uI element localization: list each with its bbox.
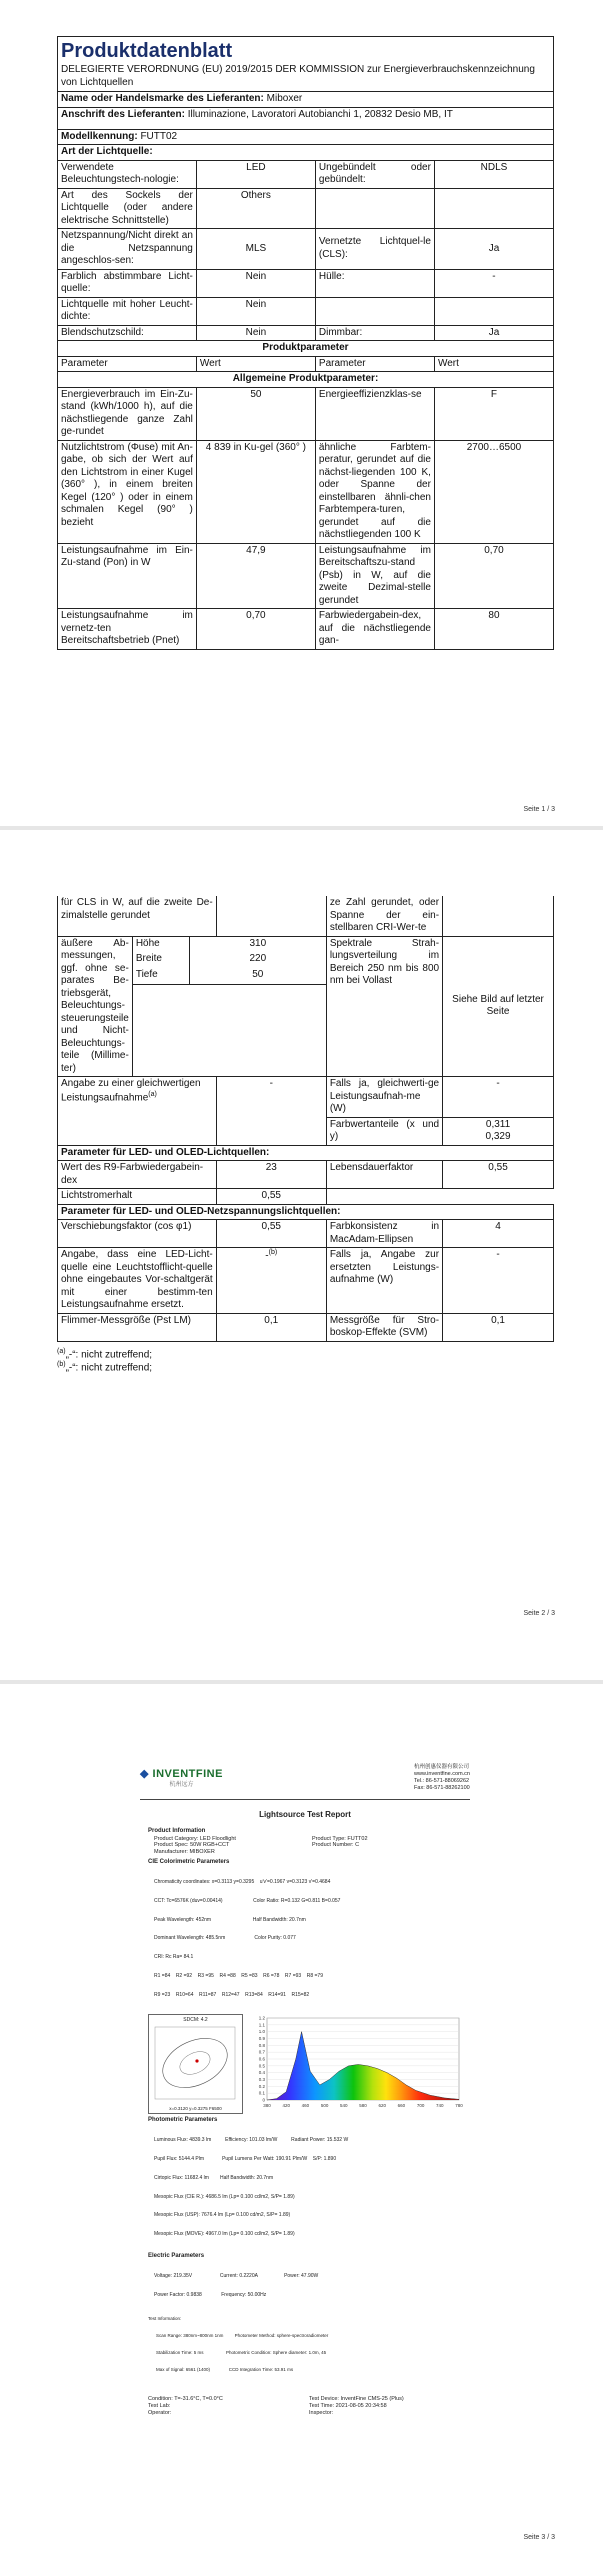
test-info-line: Max of Signal: 6561 (1400) CCD Integration Time: 53.91 ms	[156, 2367, 294, 2372]
displacement-value: 0,55	[216, 1220, 326, 1248]
cls-cont-empty	[216, 896, 326, 936]
photometric-lines	[148, 2125, 470, 2250]
spectrum-y-tick-label: 0.8	[258, 2043, 265, 2049]
sdcm-ellipse-outer	[155, 2029, 235, 2098]
row-cap-empty-value	[434, 188, 553, 229]
test-condition: Condition: T=-31.6°C, T=0.0°C	[148, 2395, 223, 2402]
spectrum-y-tick-label: 0.7	[258, 2050, 265, 2056]
row-envelope-value: -	[434, 269, 553, 297]
report-title: Lightsource Test Report	[259, 1810, 351, 1819]
spectrum-y-tick-label: 0.9	[258, 2036, 265, 2042]
sdcm-label: SDCM: 4.2	[183, 2017, 208, 2024]
cri-cont-label: ze Zahl gerundet, oder Spanne der ein-stellbaren CRI-Wer-te	[326, 896, 442, 936]
sdcm-point	[195, 2060, 198, 2063]
photo-line: Luminous Flux: 4839.3 lm Efficiency: 101.03 lm/W Radiant Power: 15.532 W	[154, 2137, 349, 2144]
led-oled-heading: Parameter für LED- und OLED-Lichtquellen:	[58, 1145, 554, 1161]
row-luminance-empty-value	[434, 297, 553, 325]
row-antiglare-label: Blendschutzschild:	[58, 325, 197, 341]
spectrum-x-tick-label: 620	[378, 2103, 386, 2109]
electric-lines	[148, 2260, 470, 2310]
spectrum-y-tick-label: 0.1	[258, 2091, 265, 2097]
photo-line: Mesopic Flux (USP): 7676.4 lm (Lp= 0.100 cd/m2, S/P= 1.89)	[154, 2212, 291, 2219]
flicker-value: 0,1	[216, 1313, 326, 1341]
replacement-power-value: -	[443, 1248, 554, 1314]
test-lab: Test Lab:	[148, 2402, 171, 2409]
photo-line: Mesopic Flux (MOVE): 4967.0 lm (Lp= 0.100 cd/m2, S/P= 1.89)	[154, 2231, 295, 2238]
pi-manufacturer: Manufacturer: MIBOXER	[154, 1849, 215, 1856]
page-number: Seite 1 / 3	[523, 806, 555, 813]
stroboscopic-value: 0,1	[443, 1313, 554, 1341]
led-mains-heading: Parameter für LED- und OLED-Netzspannungslichtquellen:	[58, 1204, 554, 1220]
energy-class-label: Energieeffizienzklas-se	[315, 387, 434, 440]
supplier-name: Miboxer	[266, 93, 303, 104]
spectrum-y-tick-label: 0.4	[258, 2070, 265, 2076]
photo-line: Pupil Flux: 5144.4 Plm Pupil Lumens Per Watt: 190.91 Plm/W S/P: 1.890	[154, 2156, 337, 2163]
survival-label: Lebensdauerfaktor	[326, 1161, 442, 1189]
col-value-1: Wert	[196, 356, 315, 372]
cie-line: CRI: Rc Ra= 84.1	[154, 1954, 194, 1961]
test-info-lines	[148, 2322, 470, 2384]
report-header	[140, 1764, 470, 1800]
test-device: Test Device: InventFine CMS-25 (Plus)	[309, 2395, 404, 2402]
useful-flux-value: 4 839 in Ku-gel (360° )	[196, 440, 315, 543]
footnotes	[57, 1348, 554, 1376]
equiv-power-text: Angabe zu einer gleichwertigen Leistungsaufnahme	[61, 1078, 201, 1103]
report-footer	[148, 2396, 470, 2417]
spectrum-x-tick-label: 660	[397, 2103, 406, 2109]
chromaticity-values	[443, 1117, 554, 1145]
page-3	[0, 1684, 603, 2560]
row-cls-label: Vernetzte Lichtquel-le (CLS):	[315, 229, 434, 270]
replacement-value	[216, 1248, 326, 1314]
dimensions-blank	[132, 985, 326, 1077]
spectrum-y-tick-label: 1.1	[258, 2022, 265, 2028]
energy-consumption-value: 50	[196, 387, 315, 440]
spectrum-x-tick-label: 540	[340, 2103, 348, 2109]
row-luminance-label: Lichtquelle mit hoher Leucht-dichte:	[58, 297, 197, 325]
standby-power-label: Leistungsaufnahme im Bereitschaftszu-stand (Psb) in W, auf die zweite Dezimal-stelle gerundet	[315, 543, 434, 609]
spectral-value: Siehe Bild auf letzter Seite	[443, 936, 554, 1077]
company-tel: Tel.: 86-571-88069262	[414, 1778, 470, 1785]
row-directional-value: NDLS	[434, 160, 553, 188]
photo-line: Cirtopic Flux: 11682.4 lm Half Bandwidth: 20.7nm	[154, 2174, 274, 2181]
spectrum-y-tick-label: 0.5	[258, 2063, 265, 2069]
logo-word: INVENTFINE	[152, 1768, 223, 1780]
cie-line: R1 =84 R2 =92 R3 =95 R4 =88 R5 =83 R6 =78 R7 =93 R8 =79	[154, 1972, 323, 1979]
charts-row	[148, 2014, 470, 2114]
spectrum-y-tick-label: 1.0	[258, 2029, 265, 2035]
replacement-value-text: -	[265, 1250, 269, 1262]
page-number: Seite 3 / 3	[523, 2534, 555, 2541]
cie-lines	[148, 1867, 470, 2011]
equiv-power-w-label: Falls ja, gleichwerti-ge Leistungsaufnah-me (W)	[326, 1077, 442, 1118]
row-cls-value: Ja	[434, 229, 553, 270]
footnote-a-text: „-“: nicht zutreffend;	[65, 1348, 153, 1360]
supplier-address: Illuminazione, Lavoratori Autobianchi 1, 20832 Desio MB, IT	[187, 108, 453, 120]
col-value-2: Wert	[434, 356, 553, 372]
operator: Operator:	[148, 2409, 172, 2416]
equiv-power-value: -	[216, 1077, 326, 1146]
row-luminance-empty-label	[315, 297, 434, 325]
cie-line: Peak Wavelength: 452nm Half Bandwidth: 20.7nm	[154, 1916, 306, 1923]
survival-value: 0,55	[443, 1161, 554, 1189]
chromaticity-label: Farbwertanteile (x und y)	[326, 1117, 442, 1145]
stroboscopic-label: Messgröße für Stro-boskop-Effekte (SVM)	[326, 1313, 442, 1341]
row-technology-label: Verwendete Beleuchtungstech-nologie:	[58, 160, 197, 188]
col-param-1: Parameter	[58, 356, 197, 372]
test-info-line: Scan Range: 380nm~800nm 1nm Photometer Method: sphere-spectroradiometer	[156, 2333, 329, 2339]
row-tunable-value: Nein	[196, 269, 315, 297]
chromaticity-x: 0,311	[485, 1118, 511, 1130]
equiv-power-w-value: -	[443, 1077, 554, 1118]
spectrum-chart	[249, 2014, 464, 2114]
spectrum-y-tick-label: 1.2	[258, 2015, 265, 2021]
row-technology-value: LED	[196, 160, 315, 188]
equiv-power-label: Angabe zu einer gleichwertigen Leistungsaufnahme$^{(a)}$	[58, 1077, 217, 1146]
spectrum-svg	[249, 2014, 464, 2114]
test-report	[140, 1764, 470, 2417]
standby-power-value: 0,70	[434, 543, 553, 609]
product-params-heading: Produktparameter	[58, 341, 554, 357]
spectrum-x-tick-label: 420	[282, 2103, 290, 2109]
elec-line: Voltage: 219.35V Current: 0.2220A Power: 47.90W	[154, 2272, 319, 2279]
product-info-heading: Product Information	[148, 1828, 206, 1834]
row-cap-value: Others	[196, 188, 315, 229]
lumen-maintenance-value: 0,55	[216, 1189, 326, 1205]
inspector: Inspector:	[309, 2409, 334, 2416]
document-title: Produktdatenblatt	[61, 40, 233, 62]
col-param-2: Parameter	[315, 356, 434, 372]
dim-height-value: 310	[189, 936, 326, 952]
row-cap-label: Art des Sockels der Lichtquelle (oder andere elektrische Schnittstelle)	[58, 188, 197, 229]
spectrum-y-tick-label: 0.6	[258, 2056, 265, 2062]
model-id: FUTT02	[140, 130, 178, 142]
pi-type: Product Type: FUTT02	[312, 1835, 368, 1842]
cie-heading: CIE Colorimetric Parameters	[148, 1859, 230, 1866]
on-power-label: Leistungsaufnahme im Ein-Zu-stand (Pon) in W	[58, 543, 197, 609]
cie-line: Chromaticity coordinates: x=0.3113 y=0.3295 u'v'=0.1967 v=0.3123 v'=0.4684	[154, 1879, 331, 1886]
row-dimmable-value: Ja	[434, 325, 553, 341]
cri-cont-empty	[443, 896, 554, 936]
company-fax: Fax: 86-571-88262100	[414, 1785, 470, 1792]
test-info-heading: Test Information:	[148, 2316, 182, 2322]
useful-flux-label: Nutzlichtstrom (Φuse) mit An-gabe, ob sich der Wert auf den Lichtstrom in einer Kugel (360° ), in einem breiten Kegel (120° ) oder in einem schmalen Kegel (90° ) bezieht	[58, 440, 197, 543]
network-standby-label: Leistungsaufnahme im vernetz-ten Bereitschaftsbetrieb (Pnet)	[58, 609, 197, 650]
displacement-label: Verschiebungsfaktor (cos φ1)	[58, 1220, 217, 1248]
sdcm-ellipse-inner	[176, 2048, 213, 2080]
lumen-maintenance-blank	[326, 1189, 553, 1205]
row-luminance-value: Nein	[196, 297, 315, 325]
spectrum-x-tick-label: 500	[320, 2103, 329, 2109]
spectrum-x-tick-label: 700	[416, 2103, 425, 2109]
network-standby-value: 0,70	[196, 609, 315, 650]
cie-line: R9 =23 R10=64 R11=87 R12=47 R13=84 R14=91 R15=82	[154, 1991, 310, 1998]
replacement-footnote-mark: (b)	[268, 1249, 278, 1256]
cri-value: 80	[434, 609, 553, 650]
spectrum-y-tick-label: 0.2	[258, 2084, 265, 2090]
elec-line: Power Factor: 0.9838 Frequency: 50.00Hz	[154, 2291, 267, 2298]
pi-spec: Product Spec: 50W RGB+CCT	[154, 1842, 230, 1849]
logo-sub: 杭州远方	[169, 1781, 194, 1788]
sdcm-ellipse-plot	[149, 2023, 242, 2113]
spectrum-y-tick-label: 0.3	[258, 2077, 265, 2083]
spectrum-x-tick-label: 460	[301, 2103, 310, 2109]
footnote-b: $^{(b)}$„-“: nicht zutreffend;	[57, 1361, 153, 1374]
test-info-line: Stabilization Time: 5 ms Photometric Condition: Sphere diameter: 1.0m, 45	[156, 2350, 327, 2356]
cct-label: ähnliche Farbtem-peratur, gerundet auf die nächst-liegenden 100 K, oder Spanne der einstellbaren ähnli-chen Farbtempera-turen, gerundet auf die nächstliegenden 100 K	[315, 440, 434, 543]
cct-value: 2700…6500	[434, 440, 553, 543]
pi-number: Product Number: C	[312, 1842, 360, 1849]
logo-text	[140, 1768, 223, 1782]
test-time: Test Time: 2021-08-05 20:34:58	[309, 2402, 387, 2409]
pi-empty	[312, 1849, 470, 1856]
row-mains-value: MLS	[196, 229, 315, 270]
spectrum-x-tick-label: 780	[455, 2103, 463, 2109]
electric-heading: Electric Parameters	[148, 2252, 205, 2259]
footnote-b-text: „-“: nicht zutreffend;	[65, 1362, 153, 1374]
replacement-label: Angabe, dass eine LED-Licht-quelle eine Leuchtstofflicht-quelle ohne eingebautes Vor-schaltgerät mit einer bestimm-ten Leistungsaufnahme ersetzt.	[58, 1248, 217, 1314]
supplier-address-label: Anschrift des Lieferanten:	[61, 108, 185, 120]
photometric-heading: Photometric Parameters	[148, 2117, 218, 2124]
spectrum-y-tick-label: 0	[262, 2097, 265, 2103]
datasheet-page-2	[57, 896, 554, 1375]
cie-line: CCT: Tc=6576K (duv=0.00414) Color Ratio: R=0.132 G=0.811 B=0.057	[154, 1897, 341, 1904]
sdcm-caption: x=0.3120 y=0.3275 F6500	[169, 2105, 222, 2111]
page-2	[0, 830, 603, 1680]
spectral-label: Spektrale Strah-lungsverteilung im Bereich 250 nm bis 800 nm bei Vollast	[326, 936, 442, 1077]
row-dimmable-label: Dimmbar:	[315, 325, 434, 341]
logo-mark-icon: ◆	[140, 1768, 149, 1780]
chromaticity-y: 0,329	[485, 1131, 511, 1142]
r9-label: Wert des R9-Farbwiedergabein-dex	[58, 1161, 217, 1189]
company-web: www.inventfine.com.cn	[414, 1771, 470, 1778]
product-info-grid	[148, 1836, 470, 1857]
cls-cont-label: für CLS in W, auf die zweite De-zimalstelle gerundet	[58, 896, 217, 936]
spectrum-x-tick-label: 380	[263, 2103, 271, 2109]
replacement-power-label: Falls ja, Angabe zur ersetzten Leistungs-aufnahme (W)	[326, 1248, 442, 1314]
row-directional-label: Ungebündelt oder gebündelt:	[315, 160, 434, 188]
dim-width-value: 220	[189, 952, 326, 968]
pi-category: Product Category: LED Floodlight	[154, 1835, 236, 1842]
company-cn: 杭州创惠仪器有限公司	[414, 1764, 470, 1770]
page-number: Seite 2 / 3	[523, 1610, 555, 1617]
row-antiglare-value: Nein	[196, 325, 315, 341]
dim-width-label: Breite	[132, 952, 189, 968]
company-contact	[414, 1764, 470, 1793]
dim-height-label: Höhe	[132, 936, 189, 952]
dim-depth-label: Tiefe	[132, 968, 189, 984]
model-label: Modellkennung:	[61, 130, 138, 142]
cie-line: Dominant Wavelength: 485.5nm Color Purity: 0.077	[154, 1935, 296, 1942]
sdcm-frame	[155, 2027, 235, 2099]
sdcm-chart	[148, 2014, 243, 2114]
row-envelope-label: Hülle:	[315, 269, 434, 297]
row-mains-label: Netzspannung/Nicht direkt an die Netzspannung angeschlos-sen:	[58, 229, 197, 270]
on-power-value: 47,9	[196, 543, 315, 609]
report-body	[140, 1828, 470, 2417]
photo-line: Mesopic Flux (CIE R.): 4686.5 lm (Lp= 0.100 cd/m2, S/P= 1.89)	[154, 2193, 295, 2200]
supplier-name-label: Name oder Handelsmarke des Lieferanten:	[61, 93, 264, 104]
macadam-value: 4	[443, 1220, 554, 1248]
lumen-maintenance-label: Lichtstromerhalt	[58, 1189, 217, 1205]
header-rule	[140, 1799, 470, 1800]
cri-label: Farbwiedergabein-dex, auf die nächstliegende gan-	[315, 609, 434, 650]
row-tunable-label: Farblich abstimmbare Licht-quelle:	[58, 269, 197, 297]
datasheet-page-1	[57, 36, 554, 650]
energy-class-value: F	[434, 387, 553, 440]
page-1	[0, 0, 603, 826]
spectrum-x-tick-label: 740	[436, 2103, 444, 2109]
company-logo	[140, 1768, 223, 1789]
energy-consumption-label: Energieverbrauch im Ein-Zu-stand (kWh/1000 h), auf die nächstliegende ganze Zahl ge-rundet	[58, 387, 197, 440]
flicker-label: Flimmer-Messgröße (Pst LM)	[58, 1313, 217, 1341]
macadam-label: Farbkonsistenz in MacAdam-Ellipsen	[326, 1220, 442, 1248]
general-params-heading: Allgemeine Produktparameter:	[58, 372, 554, 388]
row-cap-empty-label	[315, 188, 434, 229]
spectrum-x-tick-label: 580	[359, 2103, 367, 2109]
regulation-text: DELEGIERTE VERORDNUNG (EU) 2019/2015 DER KOMMISSION zur Energieverbrauchskennzeichnung von Lichtquellen	[61, 64, 535, 88]
dimensions-label: äußere Ab-messungen, ggf. ohne se-parates Be-triebsgerät, Beleuchtungs-steuerungsteile und Nicht-Beleuchtungs-teile (Millime-ter)	[58, 936, 133, 1077]
footnote-a: $^{(a)}$„-“: nicht zutreffend;	[57, 1347, 153, 1360]
r9-value: 23	[216, 1161, 326, 1189]
light-source-type-label: Art der Lichtquelle:	[58, 145, 554, 161]
dim-depth-value: 50	[189, 968, 326, 984]
test-info	[148, 2316, 470, 2384]
